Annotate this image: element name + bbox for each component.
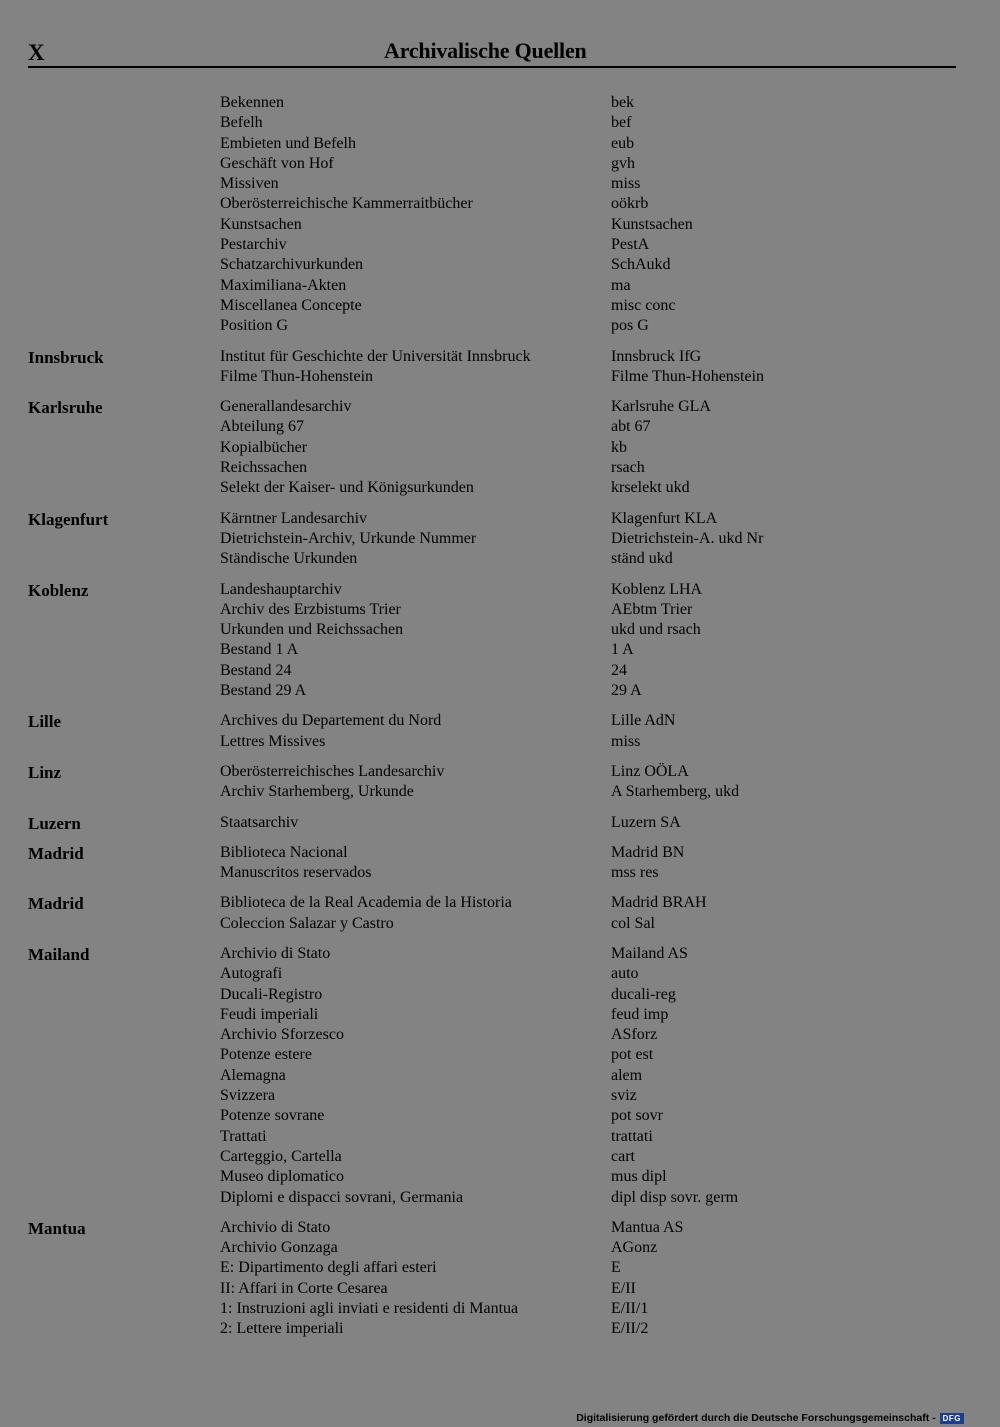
source-abbreviation: AGonz [611,1239,658,1257]
source-abbreviation: Karlsruhe GLA [611,398,711,416]
list-item [0,509,1000,529]
list-item [0,438,1000,458]
place-name: Karlsruhe [28,398,103,418]
source-description: Lettres Missives [220,732,326,750]
list-item [0,255,1000,275]
source-abbreviation: alem [611,1066,643,1084]
source-abbreviation: bef [611,114,632,132]
header-rule [28,66,956,68]
source-description: Filme Thun-Hohenstein [220,367,374,385]
source-abbreviation: trattati [611,1127,653,1145]
source-abbreviation: E/II/1 [611,1300,649,1318]
source-abbreviation: PestA [611,236,650,254]
list-item [0,762,1000,782]
source-abbreviation: E [611,1259,621,1277]
archive-group [0,397,1000,498]
list-item [0,316,1000,336]
source-abbreviation: Filme Thun-Hohenstein [611,367,765,385]
source-abbreviation: kb [611,438,627,456]
place-name: Klagenfurt [28,509,109,529]
source-abbreviation: abt 67 [611,418,651,436]
list-item [0,276,1000,296]
source-description: Ständische Urkunden [220,550,358,568]
archive-group [0,813,1000,833]
list-item [0,640,1000,660]
place-name: Madrid [28,894,84,914]
source-description: Biblioteca Nacional [220,843,348,861]
source-description: Kärntner Landesarchiv [220,509,368,527]
source-abbreviation: mus dipl [611,1168,667,1186]
source-description: Coleccion Salazar y Castro [220,914,394,932]
source-description: Embieten und Befelh [220,134,356,152]
archive-group [0,509,1000,570]
source-description: Ducali-Registro [220,985,323,1003]
list-item [0,174,1000,194]
source-abbreviation: Klagenfurt KLA [611,509,718,527]
source-abbreviation: Madrid BN [611,843,685,861]
source-description: Archiv des Erzbistums Trier [220,600,401,618]
archive-group [0,711,1000,752]
place-name: Lille [28,712,62,732]
source-abbreviation: rsach [611,459,645,477]
list-item [0,1258,1000,1278]
list-item [0,813,1000,833]
source-description: Bestand 1 A [220,641,299,659]
source-abbreviation: Koblenz LHA [611,580,703,598]
source-abbreviation: eub [611,134,635,152]
archive-list [0,93,1000,1350]
source-description: Bestand 29 A [220,682,307,700]
source-description: Generallandesarchiv [220,398,352,416]
list-item [0,580,1000,600]
source-abbreviation: Mantua AS [611,1218,684,1236]
place-name: Koblenz [28,580,89,600]
place-name: Madrid [28,843,84,863]
list-item [0,235,1000,255]
list-item [0,397,1000,417]
source-abbreviation: ukd und rsach [611,621,701,639]
source-abbreviation: Innsbruck IfG [611,347,702,365]
source-description: Archivio di Stato [220,1218,331,1236]
list-item [0,1279,1000,1299]
source-description: II: Affari in Corte Cesarea [220,1279,388,1297]
source-abbreviation: SchAukd [611,256,671,274]
source-description: Kopialbücher [220,438,308,456]
list-item [0,215,1000,235]
source-description: 2: Lettere imperiali [220,1320,344,1338]
source-abbreviation: miss [611,732,641,750]
list-item [0,194,1000,214]
source-description: Archivio Sforzesco [220,1026,344,1044]
source-description: Trattati [220,1127,267,1145]
source-description: Selekt der Kaiser- und Königsurkunden [220,479,474,497]
list-item [0,964,1000,984]
source-description: Oberösterreichisches Landesarchiv [220,762,445,780]
archive-group [0,1218,1000,1340]
source-description: Archivio di Stato [220,944,331,962]
source-description: Staatsarchiv [220,813,299,831]
source-description: Kunstsachen [220,215,302,233]
source-abbreviation: ducali-reg [611,985,676,1003]
archive-group [0,944,1000,1208]
list-item [0,154,1000,174]
source-abbreviation: bek [611,94,635,111]
source-abbreviation: misc conc [611,296,676,314]
archive-group [0,580,1000,702]
archive-group [0,93,1000,337]
list-item [0,1218,1000,1238]
source-abbreviation: feud imp [611,1005,669,1023]
source-abbreviation: 29 A [611,682,642,700]
list-item [0,711,1000,731]
list-item [0,458,1000,478]
source-description: Urkunden und Reichssachen [220,621,404,639]
source-description: Pestarchiv [220,236,287,254]
list-item [0,681,1000,701]
source-description: Alemagna [220,1066,286,1084]
list-item [0,985,1000,1005]
source-abbreviation: gvh [611,154,635,172]
source-description: Carteggio, Cartella [220,1147,342,1165]
source-abbreviation: ständ ukd [611,550,673,568]
source-description: Bekennen [220,94,284,111]
source-description: Position G [220,317,289,335]
source-description: Oberösterreichische Kammerraitbücher [220,195,473,213]
source-abbreviation: Kunstsachen [611,215,693,233]
source-abbreviation: krselekt ukd [611,479,690,497]
source-description: Abteilung 67 [220,418,304,436]
list-item [0,732,1000,752]
source-description: Schatzarchivurkunden [220,256,364,274]
list-item [0,944,1000,964]
source-abbreviation: pos G [611,317,649,335]
source-description: Museo diplomatico [220,1168,344,1186]
source-description: Befelh [220,114,263,132]
source-abbreviation: miss [611,175,641,193]
list-item [0,661,1000,681]
list-item [0,529,1000,549]
list-item [0,1167,1000,1187]
source-abbreviation: E/II [611,1279,636,1297]
archive-group [0,893,1000,934]
page-title: Archivalische Quellen [384,38,587,63]
source-description: Manuscritos reservados [220,864,372,882]
place-name: Luzern [28,813,81,833]
list-item [0,549,1000,569]
source-abbreviation: Lille AdN [611,712,676,730]
list-item [0,1045,1000,1065]
list-item [0,367,1000,387]
list-item [0,113,1000,133]
source-abbreviation: ma [611,276,631,294]
list-item [0,478,1000,498]
source-abbreviation: Dietrichstein-A. ukd Nr [611,529,764,547]
source-abbreviation: dipl disp sovr. germ [611,1188,739,1206]
list-item [0,417,1000,437]
source-abbreviation: ASforz [611,1026,658,1044]
list-item [0,1299,1000,1319]
source-abbreviation: 1 A [611,641,634,659]
source-abbreviation: cart [611,1147,635,1165]
list-item [0,620,1000,640]
list-item [0,600,1000,620]
source-abbreviation: pot est [611,1046,654,1064]
source-abbreviation: sviz [611,1087,637,1105]
archive-group [0,843,1000,884]
source-description: Archivio Gonzaga [220,1239,338,1257]
list-item [0,134,1000,154]
list-item [0,347,1000,367]
list-item [0,1005,1000,1025]
source-description: Svizzera [220,1087,276,1105]
list-item [0,1127,1000,1147]
source-description: E: Dipartimento degli affari esteri [220,1259,437,1277]
source-description: Bestand 24 [220,661,292,679]
source-abbreviation: oökrb [611,195,649,213]
source-description: Missiven [220,175,279,193]
source-description: Archives du Departement du Nord [220,712,442,730]
list-item [0,893,1000,913]
source-description: Geschäft von Hof [220,154,334,172]
source-description: Biblioteca de la Real Academia de la Historia [220,894,512,912]
list-item [0,1066,1000,1086]
source-abbreviation: Linz OÖLA [611,762,689,780]
place-name: Innsbruck [28,347,104,367]
list-item [0,1106,1000,1126]
source-description: Potenze sovrane [220,1107,325,1125]
list-item [0,1025,1000,1045]
place-name: Mantua [28,1218,86,1238]
archive-group [0,762,1000,803]
list-item [0,1319,1000,1339]
source-abbreviation: Mailand AS [611,944,688,962]
source-abbreviation: Madrid BRAH [611,894,707,912]
source-abbreviation: col Sal [611,914,655,932]
place-name: Linz [28,762,62,782]
list-item [0,296,1000,316]
archive-group [0,347,1000,388]
source-description: Archiv Starhemberg, Urkunde [220,783,414,801]
source-description: Landeshauptarchiv [220,580,342,598]
list-item [0,1238,1000,1258]
source-abbreviation: AEbtm Trier [611,600,693,618]
list-item [0,1188,1000,1208]
place-name: Mailand [28,944,90,964]
source-description: Autografi [220,965,283,983]
source-abbreviation: A Starhemberg, ukd [611,783,740,801]
list-item [0,863,1000,883]
list-item [0,93,1000,113]
source-abbreviation: Luzern SA [611,813,681,831]
list-item [0,843,1000,863]
source-description: Miscellanea Concepte [220,296,362,314]
source-description: Diplomi e dispacci sovrani, Germania [220,1188,464,1206]
dfg-logo: DFG [940,1413,964,1424]
source-abbreviation: auto [611,965,639,983]
list-item [0,1147,1000,1167]
footer-text: Digitalisierung gefördert durch die Deutsche Forschungsgemeinschaft - [576,1412,936,1424]
source-abbreviation: E/II/2 [611,1320,649,1338]
source-description: Potenze estere [220,1046,312,1064]
source-abbreviation: 24 [611,661,627,679]
source-description: Maximiliana-Akten [220,276,347,294]
source-description: Reichssachen [220,459,308,477]
source-description: Dietrichstein-Archiv, Urkunde Nummer [220,529,477,547]
source-abbreviation: mss res [611,864,659,882]
source-description: Institut für Geschichte der Universität Innsbruck [220,347,531,365]
source-description: 1: Instruzioni agli inviati e residenti di Mantua [220,1300,519,1318]
list-item [0,914,1000,934]
source-description: Feudi imperiali [220,1005,319,1023]
footer [576,1412,964,1424]
page-number: X [28,40,45,65]
source-abbreviation: pot sovr [611,1107,663,1125]
list-item [0,1086,1000,1106]
list-item [0,782,1000,802]
